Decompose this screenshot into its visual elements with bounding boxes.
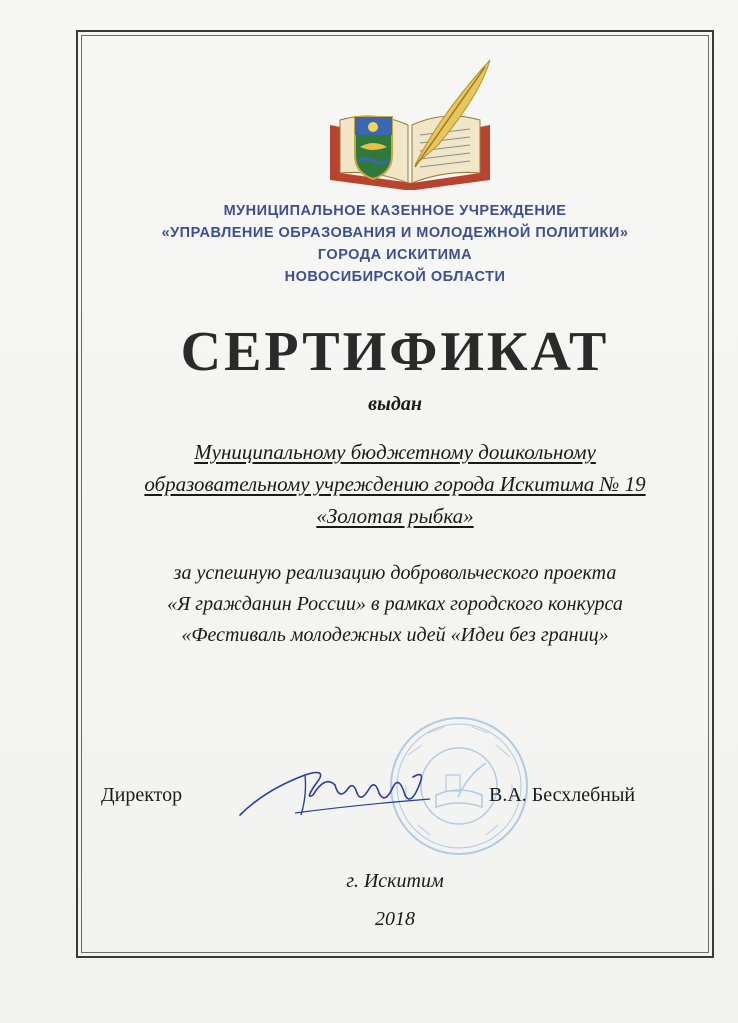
recipient-line-1: Муниципальному бюджетному дошкольному: [194, 440, 596, 464]
org-line-3: ГОРОДА ИСКИТИМА: [317, 247, 473, 263]
city-label: г. Искитим: [346, 870, 444, 892]
handwritten-signature: [235, 755, 435, 825]
recipient-line-3: «Золотая рыбка»: [316, 504, 474, 528]
certificate-title: СЕРТИФИКАТ: [180, 321, 610, 383]
director-label: Директор: [101, 784, 183, 806]
reason-line-3: «Фестиваль молодежных идей «Идеи без границ»: [181, 624, 609, 646]
org-line-2: «УПРАВЛЕНИЕ ОБРАЗОВАНИЯ И МОЛОДЕЖНОЙ ПОЛИТИКИ»: [161, 225, 629, 241]
reason-line-1: за успешную реализацию добровольческого проекта: [173, 562, 617, 584]
reason-line-2: «Я гражданин России» в рамках городского конкурса: [167, 593, 623, 615]
director-name: В.А. Бесхлебный: [489, 784, 636, 806]
org-line-1: МУНИЦИПАЛЬНОЕ КАЗЕННОЕ УЧРЕЖДЕНИЕ: [223, 203, 567, 219]
org-line-4: НОВОСИБИРСКОЙ ОБЛАСТИ: [284, 269, 506, 285]
issued-label: выдан: [368, 393, 422, 415]
book-quill-emblem-icon: [320, 55, 500, 195]
year-label: 2018: [375, 908, 415, 930]
recipient-line-2: образовательному учреждению города Искитима № 19: [144, 472, 646, 496]
